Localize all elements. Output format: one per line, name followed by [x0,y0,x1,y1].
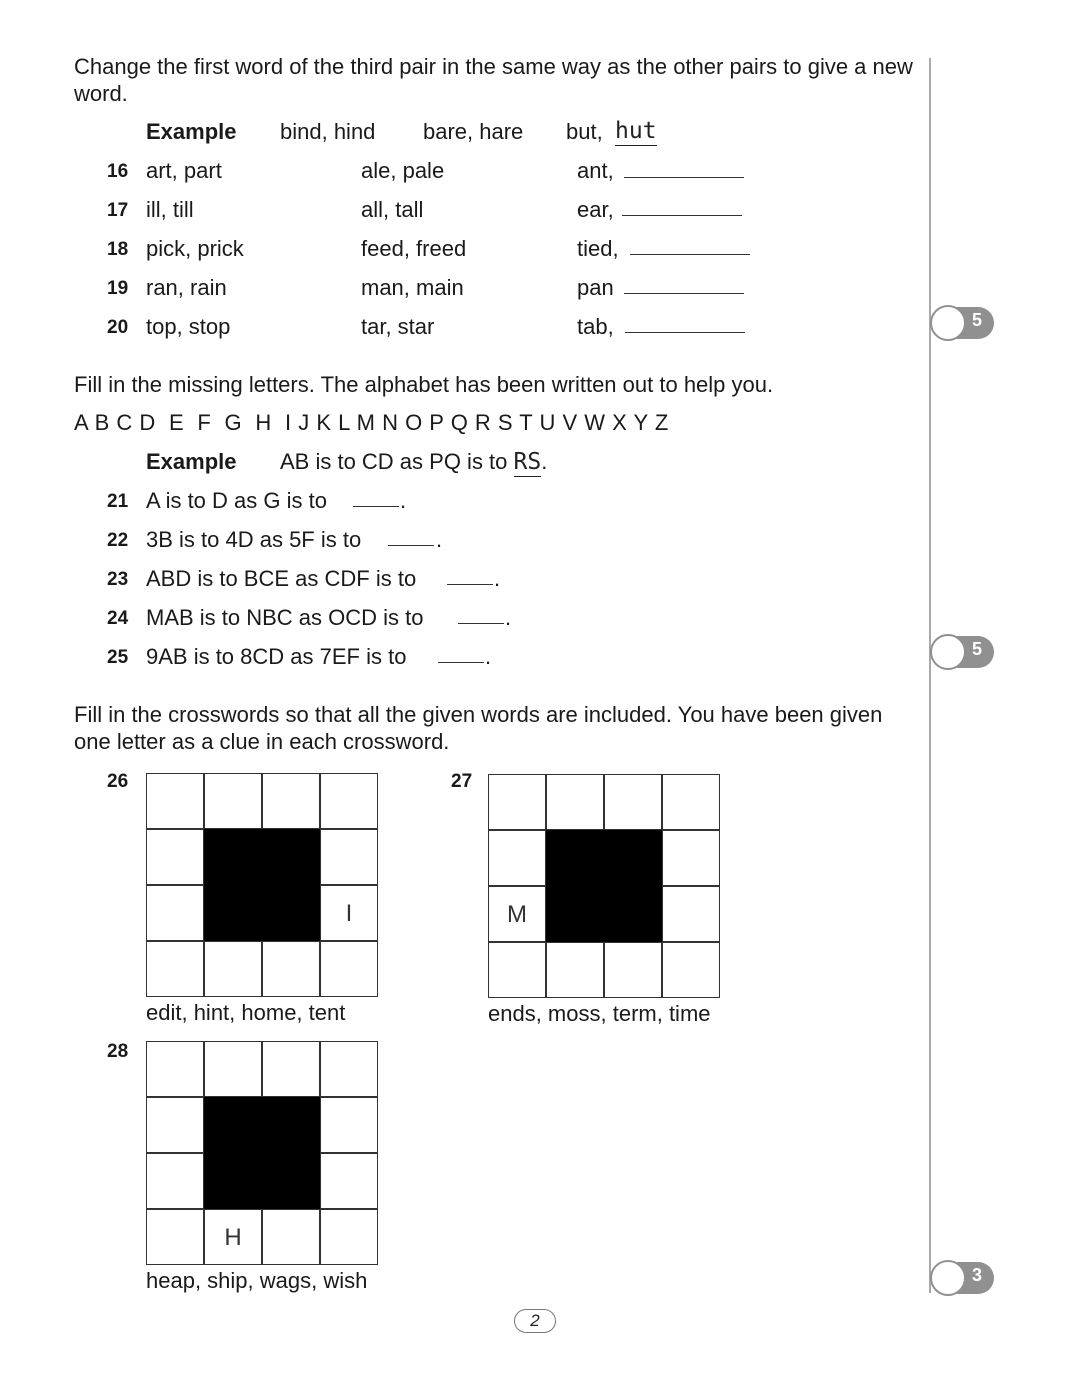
crossword-black-cell [604,886,662,942]
crossword-black-cell [204,1153,262,1209]
question-number: 16 [107,161,129,182]
crossword-cell[interactable] [204,773,262,829]
crossword-cell[interactable] [262,1209,320,1265]
crossword-cell[interactable] [320,773,378,829]
question-end: . [400,488,407,513]
crossword-cell[interactable] [146,1209,204,1265]
question-text: ABD is to BCE as CDF is to [146,566,417,591]
crossword-cell[interactable] [662,830,720,886]
question-text: 9AB is to 8CD as 7EF is to [146,644,407,669]
crossword-cell[interactable] [662,886,720,942]
section1-example-label: Example [146,119,237,144]
crossword-black-cell [546,886,604,942]
crossword-cell[interactable] [546,774,604,830]
crossword-cell[interactable] [262,1041,320,1097]
question-pair-c: pan [577,275,614,300]
crossword-cell[interactable] [604,942,662,998]
crossword-cell[interactable] [262,773,320,829]
question-number: 18 [107,239,129,260]
crossword-clue-cell[interactable] [320,885,378,941]
answer-blank[interactable] [447,584,493,585]
score-answer-circle[interactable] [930,634,966,670]
crossword-cell[interactable] [488,774,546,830]
question-pair-c: ear, [577,197,614,222]
question-number: 24 [107,608,129,629]
crossword-cell[interactable] [662,942,720,998]
question-pair-b: all, tall [361,197,424,222]
crossword-cell[interactable] [204,941,262,997]
question-pair-b: tar, star [361,314,435,339]
crossword-clue-cell[interactable] [204,1209,262,1265]
answer-blank[interactable] [630,254,750,255]
crossword-cell[interactable] [146,829,204,885]
section2-example-question: AB is to CD as PQ is to [280,449,508,474]
section1-instruction: Change the first word of the third pair in the same way as the other pairs to give a new word. [74,54,913,106]
crossword-cell[interactable] [146,1097,204,1153]
section2-example-end: . [541,449,548,474]
question-pair-a: art, part [146,158,222,183]
crossword-black-cell [604,830,662,886]
section2-example-text [280,449,547,475]
question-number: 17 [107,200,129,221]
crossword-cell[interactable] [204,1041,262,1097]
clue-letter: H [224,1224,242,1251]
score-marker-section2 [930,634,998,670]
question-number: 21 [107,491,129,512]
question-pair-c: tab, [577,314,614,339]
question-end: . [485,644,492,669]
question-number: 22 [107,530,129,551]
section2-example-label: Example [146,449,237,474]
crossword-black-cell [204,829,262,885]
clue-letter: M [507,901,527,928]
answer-blank[interactable] [624,293,744,294]
question-number: 19 [107,278,129,299]
question-text: 3B is to 4D as 5F is to [146,527,362,552]
section1-example-pair1: bind, hind [280,119,376,144]
crossword-cell[interactable] [320,1209,378,1265]
crossword-27-words: ends, moss, term, time [488,1001,711,1026]
crossword-clue-cell[interactable] [488,886,546,942]
crossword-black-cell [204,885,262,941]
crossword-26-number: 26 [107,771,129,792]
alphabet: A B C D E F G H I J K L M N O P Q R S T U V W X Y Z [74,410,669,435]
question-pair-c: ant, [577,158,614,183]
crossword-cell[interactable] [320,941,378,997]
question-number: 23 [107,569,129,590]
section2-example-answer: RS [513,449,542,475]
crossword-cell[interactable] [146,773,204,829]
margin-line [929,58,931,1293]
score-marker-section1 [930,305,998,341]
question-pair-a: top, stop [146,314,231,339]
question-end: . [494,566,501,591]
crossword-28-number: 28 [107,1041,129,1062]
crossword-cell[interactable] [146,1041,204,1097]
question-pair-b: feed, freed [361,236,467,261]
answer-blank[interactable] [622,215,742,216]
question-end: . [436,527,443,552]
question-number: 20 [107,317,129,338]
clue-letter: I [345,900,353,927]
crossword-cell[interactable] [604,774,662,830]
answer-blank[interactable] [388,545,434,546]
section1-example-pair3: but, [566,119,603,144]
answer-blank[interactable] [438,662,484,663]
crossword-cell[interactable] [320,829,378,885]
question-text: A is to D as G is to [146,488,327,513]
crossword-black-cell [262,1153,320,1209]
crossword-27-grid [488,774,720,998]
crossword-cell[interactable] [146,1153,204,1209]
question-text: MAB is to NBC as OCD is to [146,605,424,630]
crossword-cell[interactable] [546,942,604,998]
crossword-cell[interactable] [262,941,320,997]
crossword-cell[interactable] [320,1097,378,1153]
question-end: . [505,605,512,630]
crossword-black-cell [204,1097,262,1153]
answer-blank[interactable] [458,623,504,624]
section1-example-answer: hut [615,118,657,144]
crossword-cell[interactable] [146,941,204,997]
section3-instruction: Fill in the crosswords so that all the given words are included. You have been given one letter as a clue in each crossword. [74,702,883,754]
score-answer-circle[interactable] [930,305,966,341]
answer-blank[interactable] [624,177,744,178]
score-value: 3 [972,1265,983,1285]
question-pair-a: ran, rain [146,275,227,300]
crossword-cell[interactable] [488,942,546,998]
page-number: 2 [514,1309,556,1333]
crossword-cell[interactable] [320,1153,378,1209]
section1-example-pair2: bare, hare [423,119,524,144]
answer-blank[interactable] [353,506,399,507]
crossword-black-cell [546,830,604,886]
question-pair-a: ill, till [146,197,194,222]
crossword-26-words: edit, hint, home, tent [146,1000,346,1025]
question-pair-a: pick, prick [146,236,244,261]
question-pair-b: man, main [361,275,464,300]
answer-blank[interactable] [625,332,745,333]
crossword-cell[interactable] [320,1041,378,1097]
crossword-cell[interactable] [146,885,204,941]
crossword-cell[interactable] [662,774,720,830]
crossword-28-words: heap, ship, wags, wish [146,1268,368,1293]
score-value: 5 [972,310,983,330]
score-marker-section3 [930,1260,998,1296]
crossword-26-grid [146,773,378,997]
section2-instruction: Fill in the missing letters. The alphabet has been written out to help you. [74,372,774,397]
crossword-cell[interactable] [488,830,546,886]
crossword-27-number: 27 [451,771,473,792]
crossword-black-cell [262,885,320,941]
crossword-black-cell [262,829,320,885]
question-pair-c: tied, [577,236,619,261]
score-answer-circle[interactable] [930,1260,966,1296]
question-number: 25 [107,647,129,668]
crossword-28-grid [146,1041,378,1265]
crossword-black-cell [262,1097,320,1153]
score-value: 5 [972,639,983,659]
question-pair-b: ale, pale [361,158,445,183]
